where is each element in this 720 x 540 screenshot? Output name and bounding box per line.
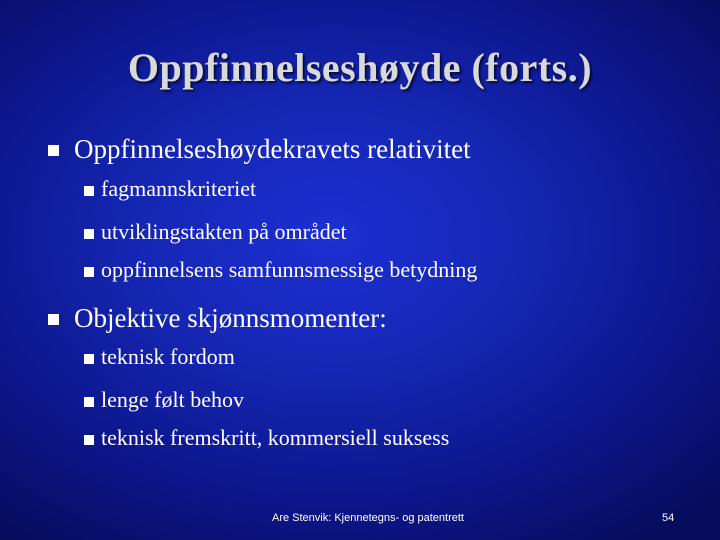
page-number: 54 (662, 512, 675, 524)
square-bullet-icon (84, 229, 94, 239)
section-heading: Objektive skjønnsmomenter: (74, 303, 387, 333)
list-item: utviklingstakten på området (101, 219, 347, 244)
list-item: lenge følt behov (101, 387, 244, 412)
square-bullet-icon (48, 314, 59, 325)
section-heading: Oppfinnelseshøydekravets relativitet (74, 134, 471, 164)
square-bullet-icon (84, 435, 94, 445)
list-item: fagmannskriteriet (101, 176, 257, 201)
square-bullet-icon (84, 186, 94, 196)
list-item: teknisk fremskritt, kommersiell suksess (101, 425, 450, 450)
list-item: oppfinnelsens samfunnsmessige betydning (101, 257, 478, 282)
square-bullet-icon (48, 145, 59, 156)
square-bullet-icon (84, 354, 94, 364)
square-bullet-icon (84, 267, 94, 277)
list-item: teknisk fordom (101, 344, 235, 369)
slide-footer: Are Stenvik: Kjennetegns- og patentrett (271, 512, 464, 524)
square-bullet-icon (84, 397, 94, 407)
slide-title: Oppfinnelseshøyde (forts.) (127, 45, 593, 90)
